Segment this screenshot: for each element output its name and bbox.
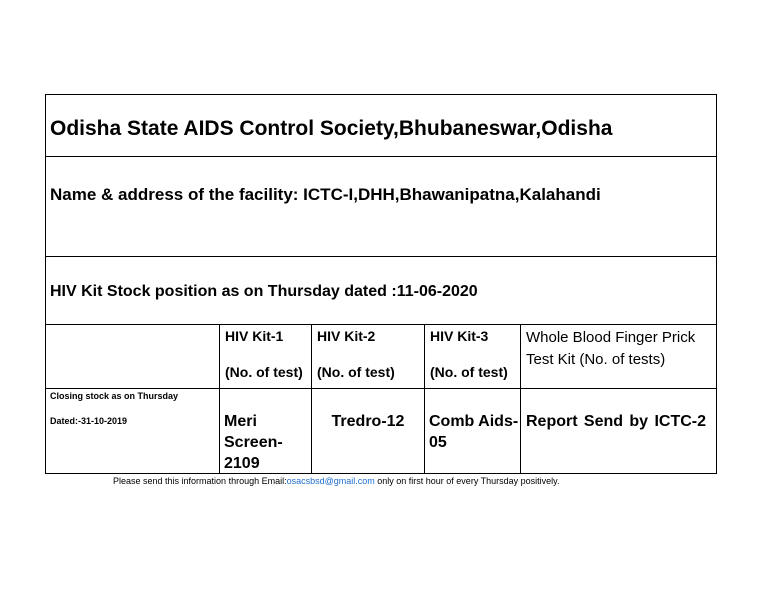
closing-stock-label: Closing stock as on Thursday — [50, 391, 179, 401]
table-header-empty — [46, 325, 220, 389]
value-cell-kit-1 — [220, 389, 312, 473]
kit-unit: (No. of test) — [430, 364, 508, 380]
kit-3-value: Comb Aids-05 — [429, 413, 519, 451]
value-cell-whole-blood — [521, 389, 716, 473]
closing-stock-date: Dated:-31-10-2019 — [50, 416, 128, 426]
stock-report-form — [45, 94, 717, 474]
kit-unit: (No. of test) — [317, 364, 395, 380]
note-prefix: Please send this information through Email: — [113, 476, 287, 486]
closing-stock-label-cell — [46, 389, 220, 473]
stock-position-heading: HIV Kit Stock position as on Thursday dated :11-06-2020 — [50, 283, 478, 300]
value-cell-kit-3 — [425, 389, 521, 473]
whole-blood-value: Report Send by ICTC-2 — [526, 413, 706, 430]
stock-position-row — [46, 257, 716, 325]
note-suffix: only on first hour of every Thursday positively. — [374, 476, 560, 486]
email-link[interactable]: osacsbsd@gmail.com — [286, 476, 375, 486]
facility-row — [46, 157, 716, 257]
header-hiv-kit-2 — [312, 325, 425, 389]
header-hiv-kit-1 — [220, 325, 312, 389]
org-title: Odisha State AIDS Control Society,Bhubaneswar,Odisha — [50, 117, 613, 140]
kit-name: HIV Kit-1 — [225, 328, 284, 344]
kit-unit: (No. of test) — [225, 364, 303, 380]
header-hiv-kit-3 — [425, 325, 521, 389]
value-cell-kit-2 — [312, 389, 425, 473]
facility-name-address: Name & address of the facility: ICTC-I,DHH,Bhawanipatna,Kalahandi — [50, 185, 601, 204]
kit-name: HIV Kit-2 — [317, 328, 376, 344]
kit-name: HIV Kit-3 — [430, 328, 489, 344]
whole-blood-kit-label: Whole Blood Finger Prick Test Kit (No. of tests) — [526, 329, 696, 368]
email-instruction-note — [113, 476, 560, 486]
org-title-row — [46, 95, 716, 157]
kit-1-value: Meri Screen-2109 — [224, 413, 283, 472]
kit-2-value: Tredro-12 — [331, 413, 405, 430]
stock-table — [46, 325, 716, 473]
header-whole-blood-kit — [521, 325, 716, 389]
